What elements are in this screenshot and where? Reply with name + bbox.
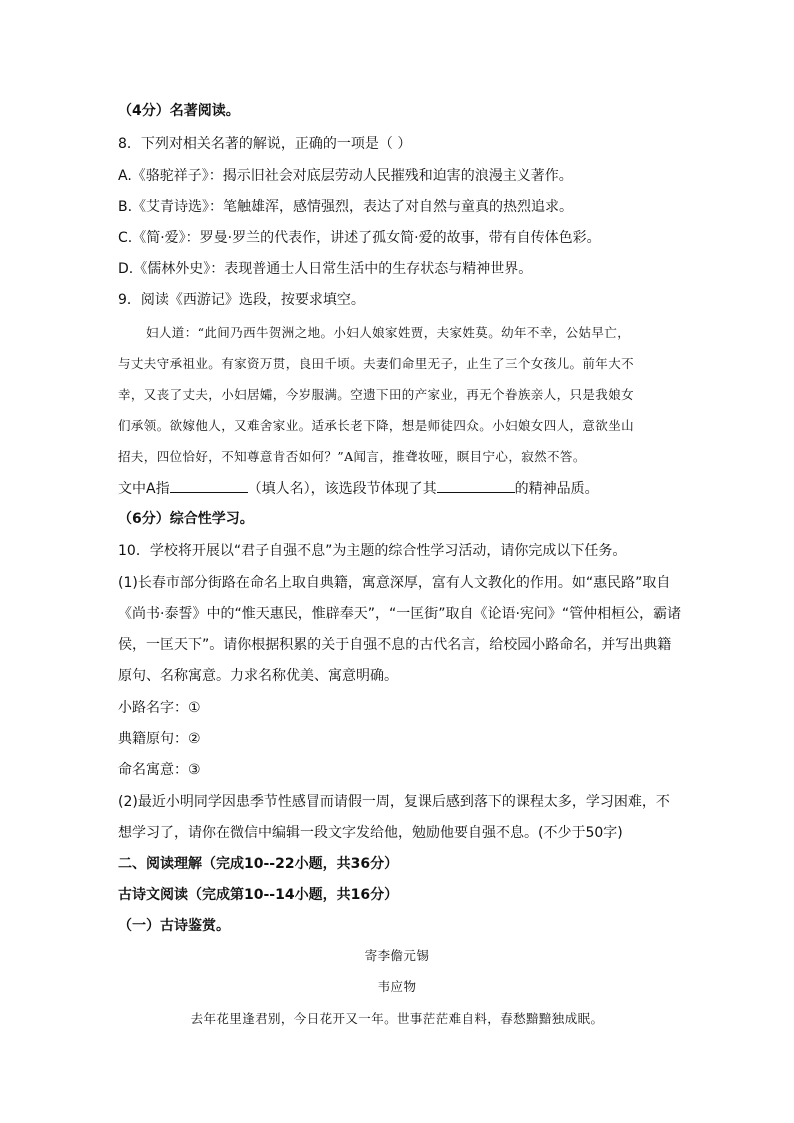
task-2-line-1: (2)最近小明同学因患季节性感冒而请假一周，复课后感到落下的课程太多，学习困难，不 bbox=[118, 794, 670, 810]
question-10-stem: 10．学校将开展以“君子自强不息”为主题的综合性学习活动，请你完成以下任务。 bbox=[118, 543, 627, 559]
passage-line-5: 招夫，四位恰好，不知尊意肯否如何？”A闻言，推聋妆哑，瞑目宁心，寂然不答。 bbox=[118, 449, 586, 464]
section-heading-classics: （4分）名著阅读。 bbox=[118, 103, 240, 119]
question-8-stem: 8．下列对相关名著的解说，正确的一项是（ ） bbox=[118, 136, 412, 152]
answer-line-road-name: 小路名字：① bbox=[118, 700, 201, 716]
fill-text-2: （填人名），该选段节体现了其 bbox=[247, 481, 437, 497]
answer-line-original-quote: 典籍原句：② bbox=[118, 731, 201, 747]
question-9-fill-line bbox=[118, 478, 678, 499]
question-8-option-d: D.《儒林外史》：表现普通士人日常生活中的生存状态与精神世界。 bbox=[118, 261, 533, 277]
question-8-option-c: C.《简·爱》：罗曼·罗兰的代表作，讲述了孤女简·爱的故事，带有自传体色彩。 bbox=[118, 230, 601, 246]
poem-section-heading: （一）古诗鉴赏。 bbox=[118, 918, 230, 934]
task-2-line-2: 想学习了，请你在微信中编辑一段文字发给他，勉励他要自强不息。(不少于50字) bbox=[118, 825, 623, 841]
part-2-heading: 二、阅读理解（完成10--22小题，共36分） bbox=[118, 856, 399, 872]
passage-line-3: 幸，又丧了丈夫，小妇居孀，今岁服满。空遗下田的产家业，再无个眷族亲人，只是我娘女 bbox=[118, 387, 635, 402]
passage-line-1: 妇人道：“此间乃西牛贺洲之地。小妇人娘家姓贾，夫家姓莫。幼年不幸，公姑早亡， bbox=[146, 325, 631, 340]
question-8-option-b: B.《艾青诗选》：笔触雄浑，感情强烈，表达了对自然与童真的热烈追求。 bbox=[118, 199, 574, 215]
poem-author: 韦应物 bbox=[377, 979, 417, 994]
passage-line-4: 们承领。欲嫁他人，又难舍家业。适承长老下降，想是师徒四众。小妇娘女四人，意欲坐山 bbox=[118, 418, 635, 433]
poem-line-1: 去年花里逢君别，今日花开又一年。世事茫茫难自料，春愁黯黯独成眠。 bbox=[190, 1011, 604, 1026]
task-1-line-3: 侯，一匡天下”。请你根据积累的关于自强不息的古代名言，给校园小路命名，并写出典籍 bbox=[118, 637, 672, 653]
fill-text-1: 文中A指 bbox=[118, 481, 170, 497]
answer-blank-quality[interactable] bbox=[437, 478, 515, 493]
task-1-line-1: (1)长春市部分街路在命名上取自典籍，寓意深厚，富有人文教化的作用。如“惠民路”取自 bbox=[118, 575, 671, 591]
passage-line-2: 与丈夫守承祖业。有家资万贯，良田千顷。夫妻们命里无子，止生了三个女孩儿。前年大不 bbox=[118, 356, 635, 371]
question-8-option-a: A.《骆驼祥子》：揭示旧社会对底层劳动人民摧残和迫害的浪漫主义著作。 bbox=[118, 168, 573, 184]
answer-blank-name[interactable] bbox=[170, 478, 248, 493]
question-9-stem: 9．阅读《西游记》选段，按要求填空。 bbox=[118, 292, 365, 308]
part-2-sub-heading: 古诗文阅读（完成第10--14小题，共16分） bbox=[118, 887, 399, 903]
answer-line-meaning: 命名寓意：③ bbox=[118, 762, 201, 778]
task-1-line-4: 原句、名称寓意。力求名称优美、寓意明确。 bbox=[118, 668, 398, 684]
section-heading-integrated: （6分）综合性学习。 bbox=[118, 511, 254, 527]
task-1-line-2: 《尚书·泰誓》中的“惟天惠民，惟辟奉天”，“一匡街”取自《论语·宪问》“管仲相桓公，霸诸 bbox=[118, 606, 682, 622]
poem-title: 寄李儋元锡 bbox=[364, 948, 430, 963]
fill-text-3: 的精神品质。 bbox=[514, 481, 599, 497]
